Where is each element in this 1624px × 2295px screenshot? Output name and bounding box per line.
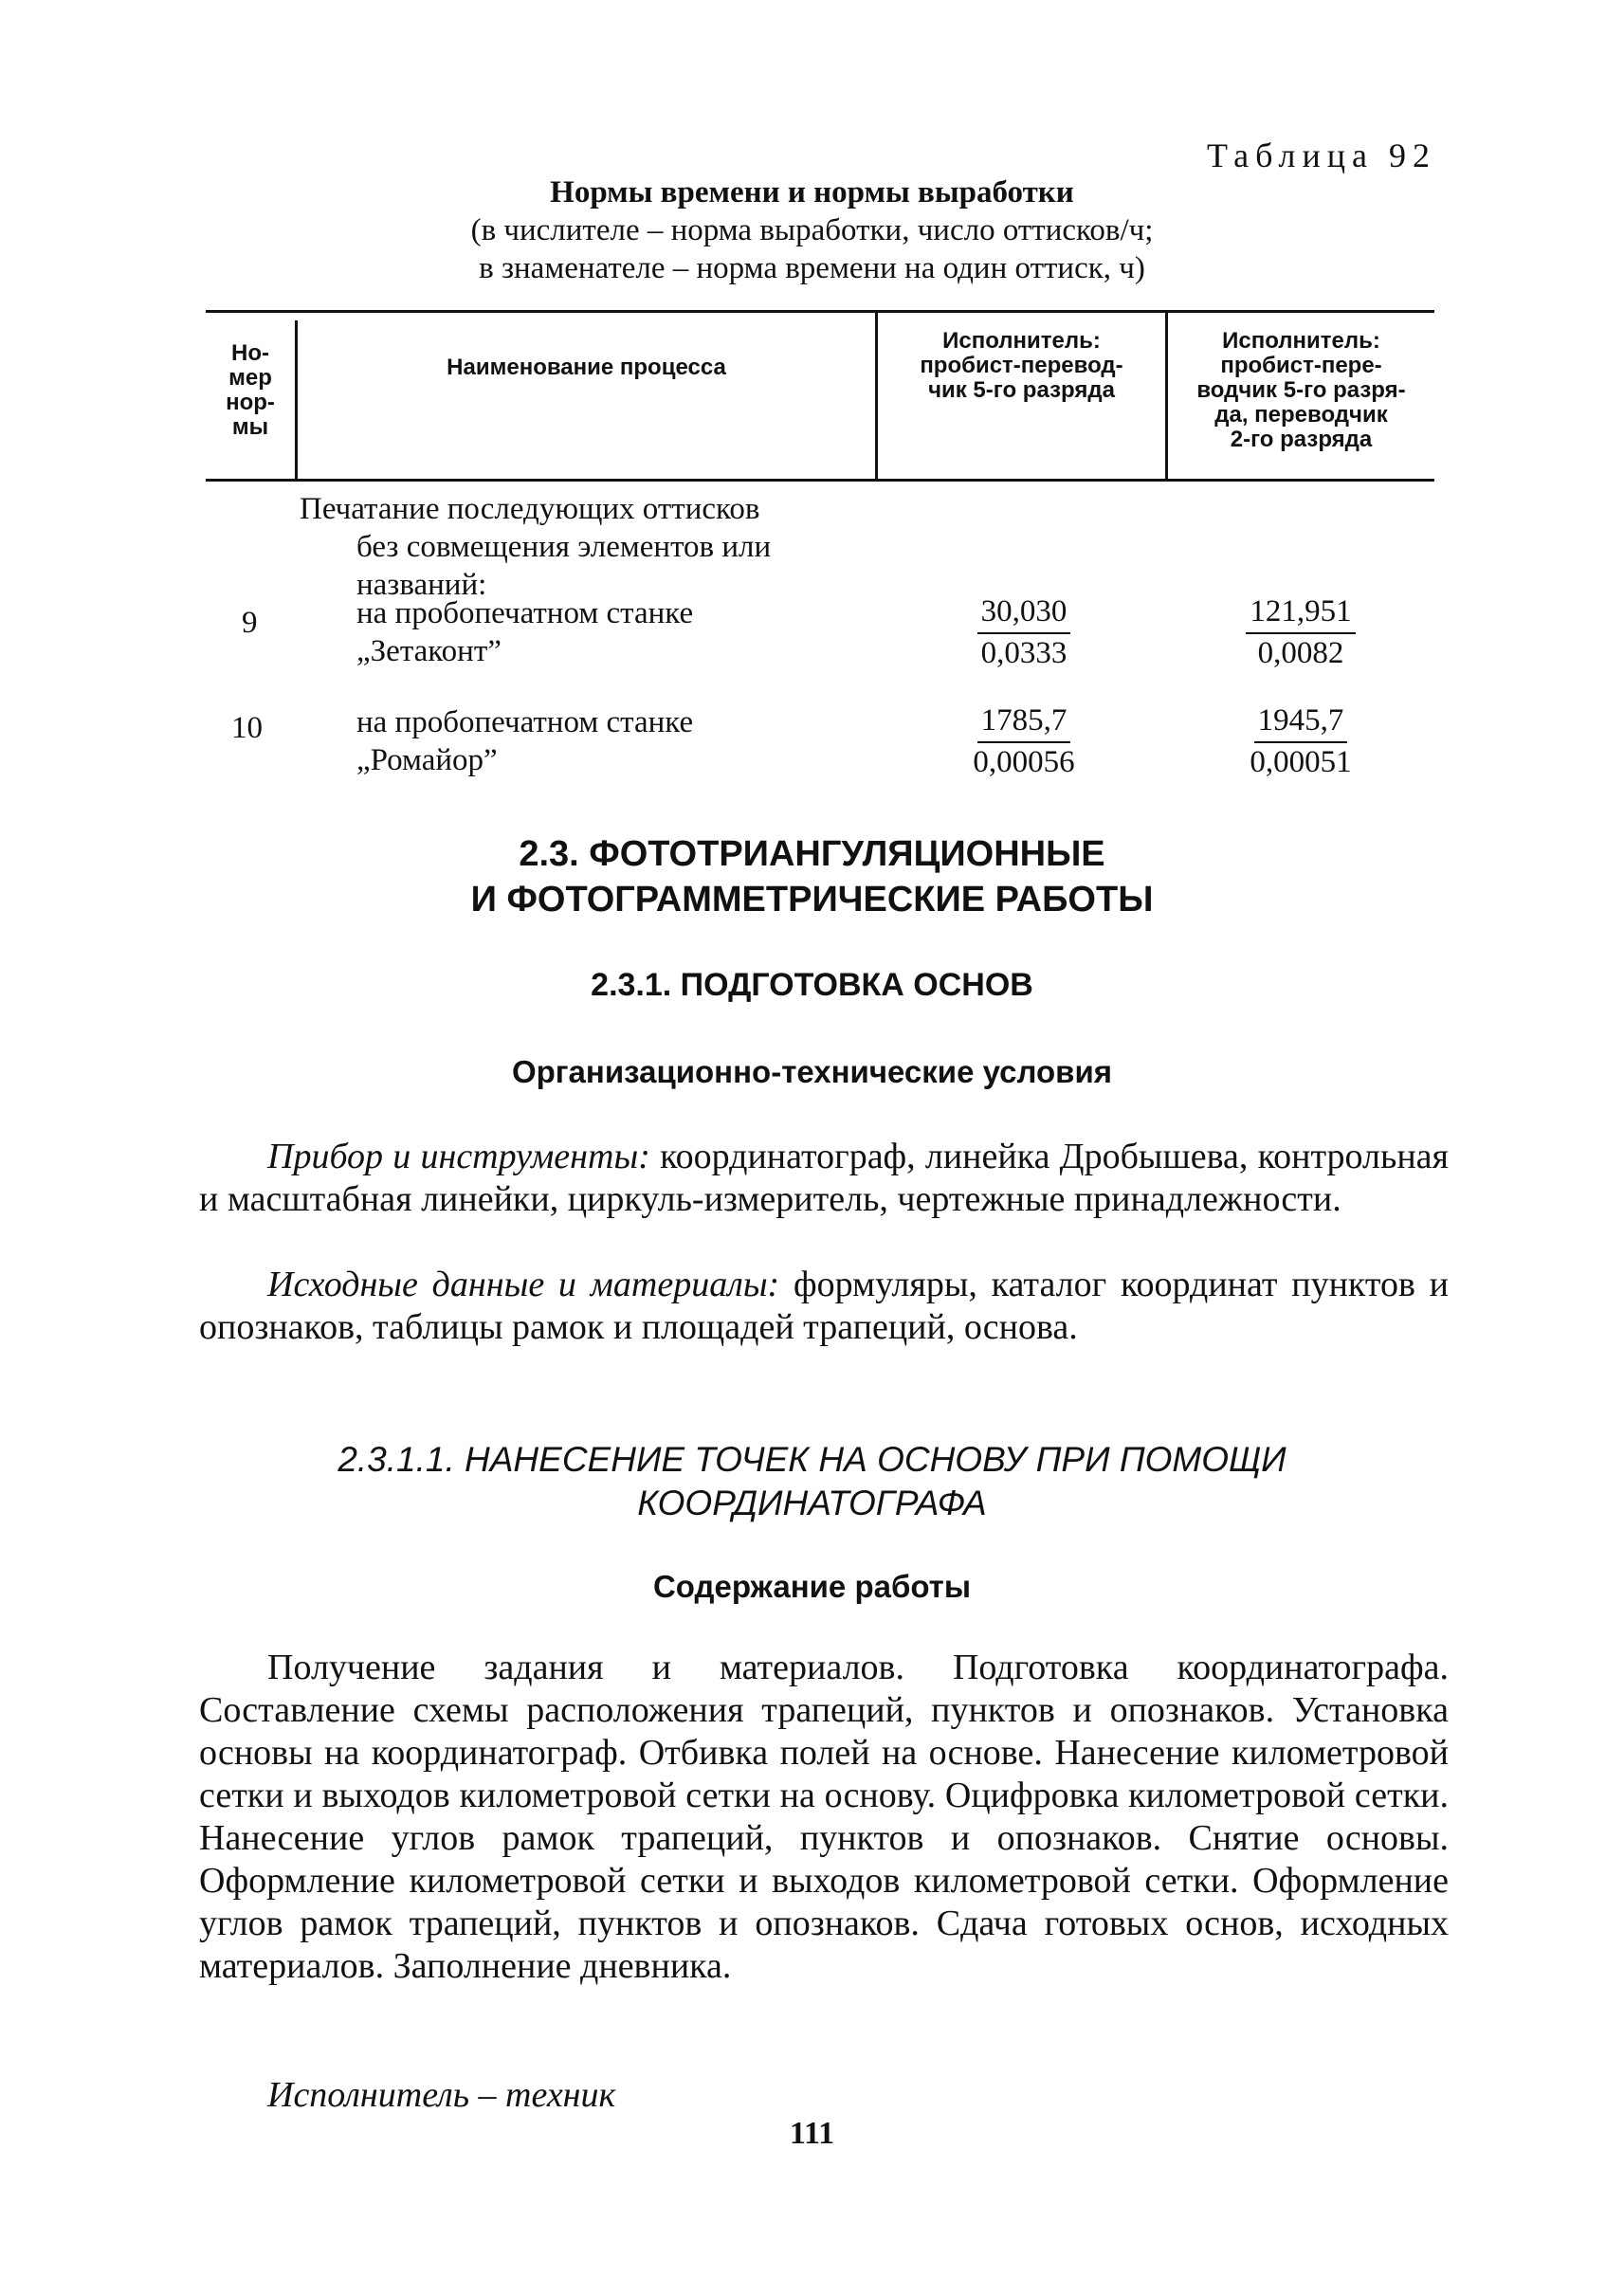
table-subtitle-line: (в числителе – норма выработки, число оттисков/ч;: [470, 213, 1154, 247]
table-header-rule: [206, 479, 1434, 482]
work-content-paragraph: Получение задания и материалов. Подготовка координатографа. Составление схемы расположения трапеций, пунктов и опознаков. Установка основы на координатограф. Отбивка полей на основе. Нанесение километровой сетки и выходов километровой сетки на основу. Оцифровка километровой сетки. Нанесение углов рамок трапеций, пунктов и опознаков. Снятие основы. Оформление километровой сетки и выходов километровой сетки. Оформление углов рамок трапеций, пунктов и опознаков. Сдача готовых основ, исходных материалов. Заполнение дневника.: [199, 1648, 1449, 1986]
fraction-denominator: 0,0333: [980, 636, 1067, 670]
group-description-line: без совмещения элементов или: [356, 530, 772, 564]
group-description-line: Печатание последующих оттисков: [300, 492, 760, 526]
content-heading: Содержание работы: [652, 1569, 972, 1604]
header-process-name: Наименование процесса: [447, 355, 726, 380]
row-number: 10: [231, 711, 263, 745]
conditions-heading: Организационно-технические условия: [511, 1054, 1112, 1089]
header-number: Но- мер нор- мы: [226, 340, 275, 440]
subsubsection-title-line: КООРДИНАТОГРАФА: [637, 1484, 987, 1522]
header-executor-1: Исполнитель: пробист-перевод- чик 5-го разряда: [920, 328, 1123, 403]
section-title-line: И ФОТОГРАММЕТРИЧЕСКИЕ РАБОТЫ: [470, 880, 1154, 920]
table-top-rule: [206, 310, 1434, 313]
fraction-executor-1: [901, 594, 1147, 672]
instruments-text: координатограф, линейка Дробышева, контрольная и масштабная линейки, циркуль-измеритель, чертежные принадлежности.: [199, 1137, 1450, 1219]
subsection-title: 2.3.1. ПОДГОТОВКА ОСНОВ: [591, 967, 1033, 1003]
header-executor-2: Исполнитель: пробист-пере- водчик 5-го разря- да, переводчик 2-го разряда: [1196, 328, 1406, 452]
table-title: Нормы времени и нормы выработки: [550, 175, 1074, 209]
table-subtitle-line: в знаменателе – норма времени на один оттиск, ч): [479, 251, 1145, 285]
group-description-line: названий:: [356, 568, 487, 602]
fraction-denominator: 0,00056: [973, 745, 1075, 779]
fraction-numerator: 121,951: [1246, 594, 1355, 634]
table-column-divider: [295, 320, 298, 480]
fraction-denominator: 0,00051: [1250, 745, 1352, 779]
row-process-line: на пробопечатном станке: [356, 705, 694, 739]
executor-line: Исполнитель – техник: [267, 2075, 616, 2115]
subsubsection-title-line: 2.3.1.1. НАНЕСЕНИЕ ТОЧЕК НА ОСНОВУ ПРИ ПОМОЩИ: [338, 1440, 1286, 1479]
fraction-executor-2: [1177, 703, 1424, 781]
row-process-line: „Ромайор”: [356, 743, 498, 777]
fraction-executor-2: [1177, 594, 1424, 672]
row-number: 9: [242, 606, 258, 640]
fraction-executor-1: [901, 703, 1147, 781]
sources-label: Исходные данные и материалы:: [267, 1265, 780, 1304]
instruments-paragraph: [199, 1136, 1449, 1221]
fraction-numerator: 1945,7: [1254, 703, 1348, 743]
section-title-line: 2.3. ФОТОТРИАНГУЛЯЦИОННЫЕ: [519, 834, 1105, 874]
row-process-line: на пробопечатном станке: [356, 596, 694, 630]
page-number: 111: [789, 2116, 835, 2151]
sources-paragraph: [199, 1264, 1449, 1349]
fraction-denominator: 0,0082: [1257, 636, 1344, 670]
fraction-numerator: 30,030: [977, 594, 1071, 634]
table-number-label: Таблица 92: [1207, 137, 1436, 174]
instruments-label: Прибор и инструменты:: [267, 1137, 650, 1176]
row-process-line: „Зетаконт”: [356, 634, 502, 668]
sources-text: формуляры, каталог координат пунктов и опознаков, таблицы рамок и площадей трапеций, основа.: [199, 1265, 1450, 1347]
fraction-numerator: 1785,7: [977, 703, 1071, 743]
